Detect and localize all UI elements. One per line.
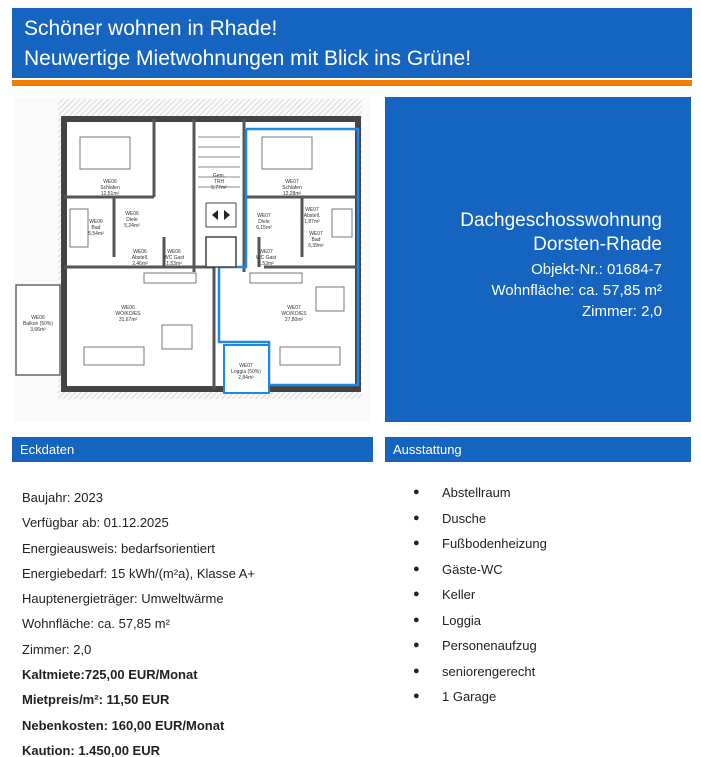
property-location: Dorsten-Rhade xyxy=(533,234,662,255)
feature-label: Personenaufzug xyxy=(442,638,537,653)
room-label: 1,87m² xyxy=(304,219,320,225)
room-label: Diele xyxy=(258,219,270,225)
room-label: WC Gast xyxy=(163,255,185,261)
room-label: 5,24m² xyxy=(124,223,140,229)
feature-label: seniorengerecht xyxy=(442,663,536,679)
room-label: WE06 xyxy=(121,305,135,311)
room-label: 3,66m² xyxy=(30,327,46,333)
feature-label: Fußbodenheizung xyxy=(442,536,547,551)
header-line-1: Schöner wohnen in Rhade! xyxy=(24,17,278,40)
room-label: 31,67m² xyxy=(118,317,138,323)
floor-plan-drawing xyxy=(14,97,371,422)
fact-item: Zimmer: 2,0 xyxy=(22,641,92,657)
room-label: 1,53m² xyxy=(166,261,182,267)
bullet-icon: ● xyxy=(413,639,420,651)
ausstattung-header: Ausstattung xyxy=(385,437,691,462)
eckdaten-header: Eckdaten xyxy=(12,437,373,462)
key-facts-list xyxy=(22,485,367,757)
room-label: WE06 xyxy=(31,315,45,321)
bullet-icon: ● xyxy=(413,562,420,575)
fact-item: Kaltmiete:725,00 EUR/Monat xyxy=(22,667,198,683)
header-line-2: Neuwertige Mietwohnungen mit Blick ins Grüne! xyxy=(24,47,472,70)
feature-item xyxy=(400,557,680,583)
header-banner xyxy=(12,8,692,78)
room-label: WE07 xyxy=(309,231,323,237)
room-label: Abstell. xyxy=(303,213,321,219)
feature-label: 1 Garage xyxy=(442,689,497,704)
fact-item: Mietpreis/m²: 11,50 EUR xyxy=(22,692,170,708)
feature-item xyxy=(400,608,680,634)
room-label: WE07 xyxy=(287,305,301,311)
floor-plan xyxy=(14,97,371,422)
room-label: WO/KO/ES xyxy=(115,311,141,317)
fact-item: Verfügbar ab: 01.12.2025 xyxy=(22,515,169,531)
header-accent-stripe xyxy=(12,80,692,86)
room-label: Loggia (50%) xyxy=(231,369,261,375)
room-label: 27,80m² xyxy=(284,317,304,323)
fact-item: Baujahr: 2023 xyxy=(22,490,103,505)
room-label: WE07 xyxy=(285,179,299,185)
bullet-icon: ● xyxy=(413,537,420,549)
room-label: Abstell. xyxy=(131,255,149,261)
room-count: Zimmer: 2,0 xyxy=(581,303,662,320)
room-label: 2,46m² xyxy=(132,261,148,267)
room-label: TRH xyxy=(213,179,225,185)
fact-item: Nebenkosten: 160,00 EUR/Monat xyxy=(22,717,225,733)
room-label: WE06 xyxy=(133,249,147,255)
bullet-icon: ● xyxy=(413,613,420,626)
feature-item xyxy=(400,531,680,557)
room-label: Bad xyxy=(91,225,101,231)
room-label: WE06 xyxy=(89,219,103,225)
room-label: Schlafen xyxy=(100,185,120,191)
feature-label: Gäste-WC xyxy=(442,561,503,577)
fact-item: Hauptenergieträger: Umweltwärme xyxy=(22,591,224,607)
room-label: 12,28m² xyxy=(282,191,302,197)
fact-item: Energiebedarf: 15 kWh/(m²a), Klasse A+ xyxy=(22,565,256,581)
fact-item: Kaution: 1.450,00 EUR xyxy=(22,742,160,757)
room-label: WE06 xyxy=(103,179,117,185)
feature-item xyxy=(400,480,680,506)
room-label: WO/KO/ES xyxy=(281,311,307,317)
room-label: WE07 xyxy=(239,363,253,369)
property-summary-box xyxy=(385,97,691,422)
room-label: Balkon (50%) xyxy=(22,321,54,327)
room-label: Diele xyxy=(126,217,138,223)
living-area: Wohnfläche: ca. 57,85 m² xyxy=(491,282,662,299)
room-label: 6,39m² xyxy=(308,243,324,249)
bullet-icon: ● xyxy=(413,690,420,702)
feature-item xyxy=(400,582,680,608)
feature-item xyxy=(400,506,680,532)
features-list xyxy=(400,480,680,710)
bullet-icon: ● xyxy=(413,664,420,677)
feature-item xyxy=(400,633,680,659)
feature-item xyxy=(400,684,680,710)
feature-label: Abstellraum xyxy=(442,485,511,500)
fact-item: Energieausweis: bedarfsorientiert xyxy=(22,540,215,556)
room-label: WE07 xyxy=(305,207,319,213)
room-label: WE06 xyxy=(167,249,181,255)
room-label: 1,53m² xyxy=(258,261,274,267)
room-label: 5,77m² xyxy=(211,185,227,191)
property-type: Dachgeschosswohnung xyxy=(460,210,662,231)
room-label: WE06 xyxy=(125,211,139,217)
fact-item: Wohnfläche: ca. 57,85 m² xyxy=(22,616,170,632)
feature-label: Keller xyxy=(442,587,476,602)
room-label: Schlafen xyxy=(282,185,302,191)
feature-label: Dusche xyxy=(442,510,487,526)
room-label: WE07 xyxy=(259,249,273,255)
bullet-icon: ● xyxy=(413,486,420,498)
feature-item xyxy=(400,659,680,685)
room-label: 2,84m² xyxy=(238,375,254,381)
room-label: WC Gast xyxy=(255,255,277,261)
bullet-icon: ● xyxy=(413,511,420,524)
bullet-icon: ● xyxy=(413,588,420,600)
room-label: Bad xyxy=(311,237,321,243)
room-label: 5,54m² xyxy=(88,231,104,237)
room-label: Gem. xyxy=(212,173,226,179)
room-label: WE07 xyxy=(257,213,271,219)
feature-label: Loggia xyxy=(442,612,482,628)
room-label: 6,15m² xyxy=(256,225,272,231)
object-number: Objekt-Nr.: 01684-7 xyxy=(531,261,662,278)
room-label: 12,51m² xyxy=(100,191,120,197)
